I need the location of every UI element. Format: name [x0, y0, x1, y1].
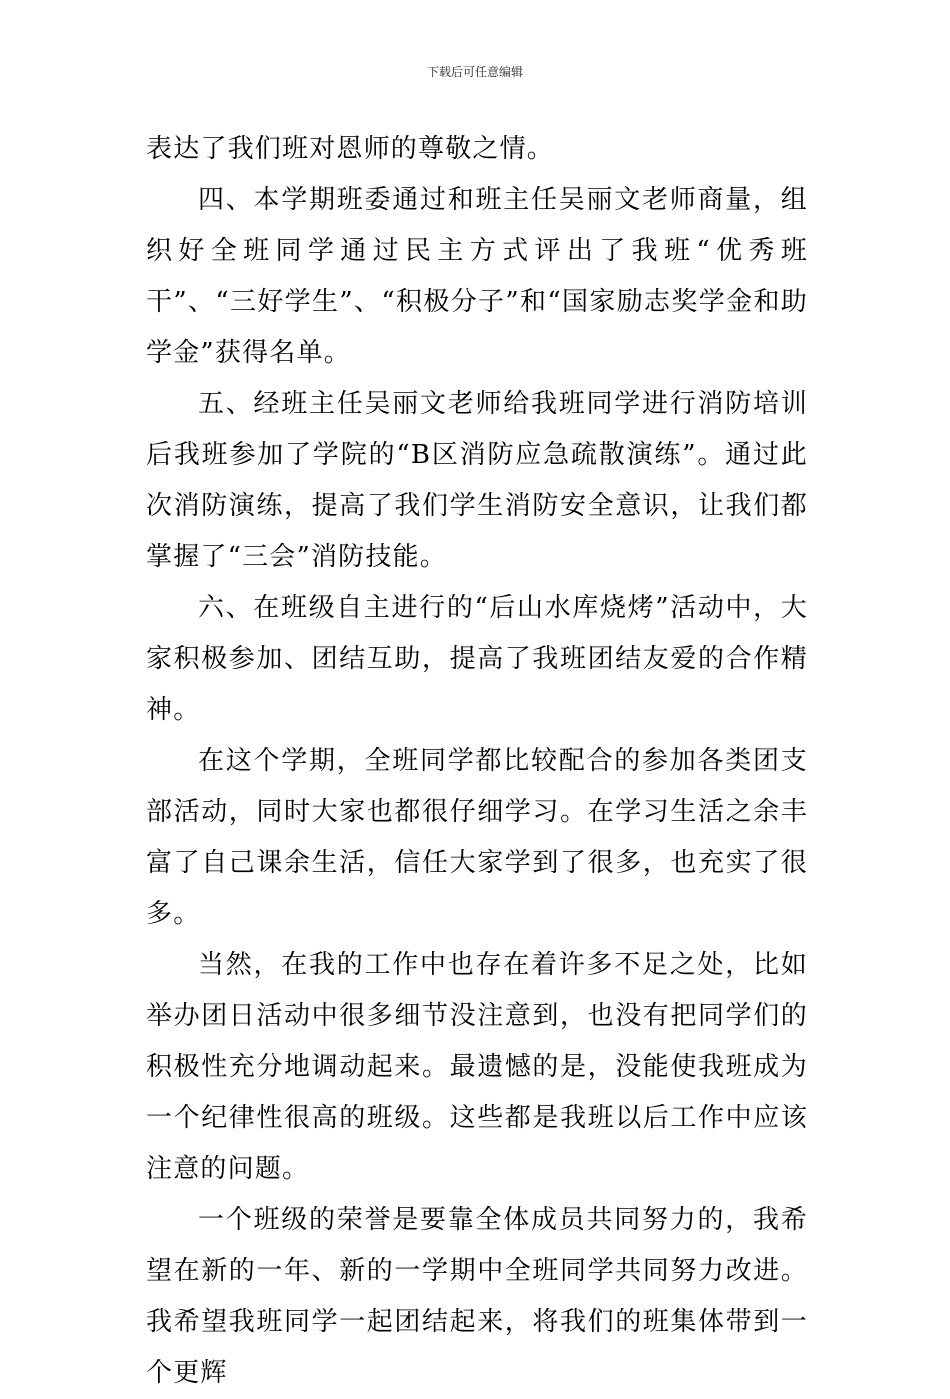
page-header-note: 下载后可任意编辑 — [426, 65, 523, 79]
paragraph-semester-summary: 在这个学期，全班同学都比较配合的参加各类团支部活动，同时大家也都很仔细学习。在学习生活之余丰富了自己课余生活，信任大家学到了很多，也充实了很多。 — [146, 746, 808, 929]
paragraph-continuation: 表达了我们班对恩师的尊敬之情。 — [146, 134, 555, 164]
document-body — [146, 124, 808, 1399]
paragraph-hopes: 一个班级的荣誉是要靠全体成员共同努力的，我希望在新的一年、新的一学期中全班同学共同努力改进。我希望我班同学一起团结起来，将我们的班集体带到一个更辉 — [146, 1205, 808, 1388]
paragraph-item-four: 四、本学期班委通过和班主任吴丽文老师商量，组织好全班同学通过民主方式评出了我班“优秀班干”、“三好学生”、“积极分子”和“国家励志奖学金和助学金”获得名单。 — [146, 185, 808, 368]
paragraph-item-six: 六、在班级自主进行的“后山水库烧烤”活动中，大家积极参加、团结互助，提高了我班团结友爱的合作精神。 — [146, 593, 808, 725]
paragraph-shortcomings: 当然，在我的工作中也存在着许多不足之处，比如举办团日活动中很多细节没注意到，也没有把同学们的积极性充分地调动起来。最遗憾的是，没能使我班成为一个纪律性很高的班级。这些都是我班以后工作中应该注意的问题。 — [146, 950, 808, 1184]
paragraph-item-five: 五、经班主任吴丽文老师给我班同学进行消防培训后我班参加了学院的“B区消防应急疏散演练”。通过此次消防演练，提高了我们学生消防安全意识，让我们都掌握了“三会”消防技能。 — [146, 389, 808, 572]
